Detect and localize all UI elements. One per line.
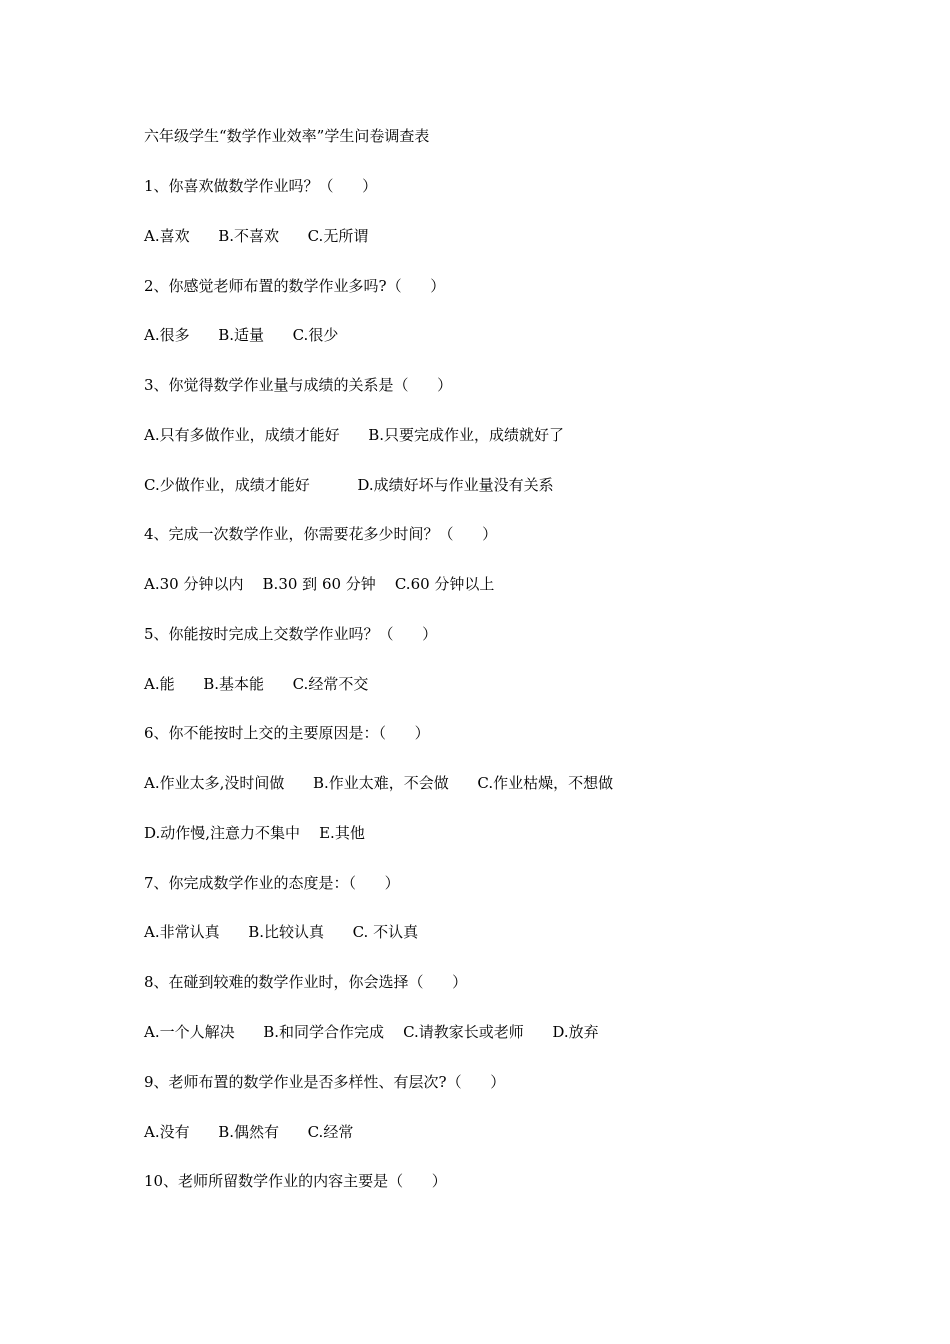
question-8: 8、在碰到较难的数学作业时，你会选择（ ） [144, 973, 468, 991]
question-9-options: A.没有 B.偶然有 C.经常 [144, 1123, 354, 1141]
question-3-options-ab: A.只有多做作业，成绩才能好 B.只要完成作业，成绩就好了 [144, 426, 565, 444]
question-8-options: A.一个人解决 B.和同学合作完成 C.请教家长或老师 D.放弃 [144, 1023, 599, 1041]
question-10: 10、老师所留数学作业的内容主要是（ ） [144, 1172, 447, 1190]
question-2: 2、你感觉老师布置的数学作业多吗?（ ） [144, 277, 446, 295]
question-2-options: A.很多 B.适量 C.很少 [144, 326, 339, 344]
page-title: 六年级学生“数学作业效率”学生问卷调查表 [144, 127, 430, 145]
question-4-options: A.30 分钟以内 B.30 到 60 分钟 C.60 分钟以上 [144, 575, 495, 593]
question-6-options-abc: A.作业太多,没时间做 B.作业太难，不会做 C.作业枯燥，不想做 [144, 774, 614, 792]
question-1: 1、你喜欢做数学作业吗？（ ） [144, 177, 378, 195]
question-3: 3、你觉得数学作业量与成绩的关系是（ ） [144, 376, 453, 394]
question-9: 9、老师布置的数学作业是否多样性、有层次?（ ） [144, 1073, 506, 1091]
question-3-options-cd: C.少做作业，成绩才能好 D.成绩好坏与作业量没有关系 [144, 476, 554, 494]
question-1-options: A.喜欢 B.不喜欢 C.无所谓 [144, 227, 369, 245]
question-7: 7、你完成数学作业的态度是：（ ） [144, 874, 400, 892]
question-5-options: A.能 B.基本能 C.经常不交 [144, 675, 369, 693]
question-6: 6、你不能按时上交的主要原因是：（ ） [144, 724, 430, 742]
question-4: 4、完成一次数学作业，你需要花多少时间？（ ） [144, 525, 498, 543]
question-7-options: A.非常认真 B.比较认真 C. 不认真 [144, 923, 419, 941]
question-6-options-de: D.动作慢,注意力不集中 E.其他 [144, 824, 365, 842]
question-5: 5、你能按时完成上交数学作业吗？（ ） [144, 625, 438, 643]
